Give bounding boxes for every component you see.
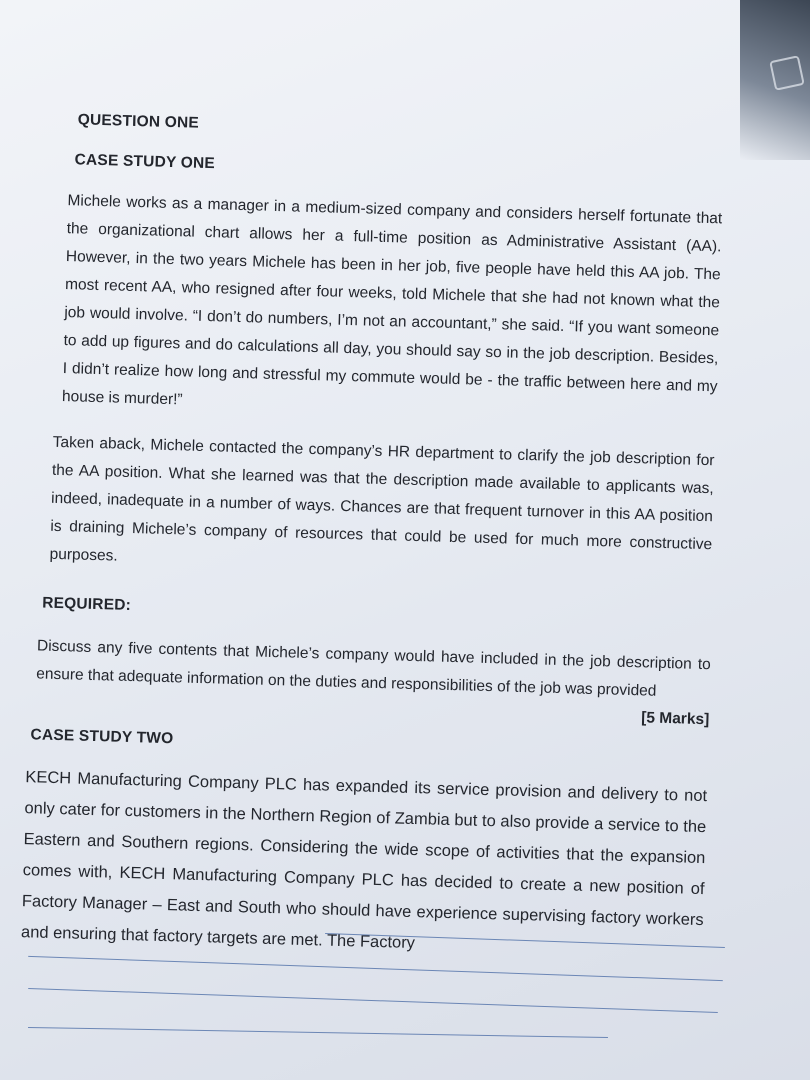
required-question-text: Discuss any five contents that Michele’s company would have included in the job description to ensure that adequate information on the duties and responsibilities of the job was provided	[36, 637, 712, 700]
pen-underline	[28, 1027, 608, 1038]
exam-page	[7, 110, 730, 967]
marks-label: [5 Marks]	[640, 709, 710, 729]
case-study-two-paragraph-1: KECH Manufacturing Company PLC has expanded its service provision and delivery to not only cater for customers in the Northern Region of Zambia but to also provide a service to the Eastern and Southern regions. Considering the wide scope of activities that the expansion comes with, KECH Manufacturing Company PLC has decided to create a new position of Factory Manager – East and South who should have experience supervising factory workers and ensuring that factory targets are met. The Factory	[20, 768, 708, 953]
pen-underline	[28, 988, 718, 1013]
question-title: QUESTION ONE	[77, 111, 200, 132]
case-study-one-paragraph-2: Taken aback, Michele contacted the company’s HR department to clarify the job description for the AA position. What she learned was that the description made available to applicants was, indeed, inadequate in a number of ways. Chances are that frequent turnover in this AA position is draining Michele’s company of resources that could be used for much more constructive purposes.	[49, 433, 715, 565]
case-study-one-title: CASE STUDY ONE	[74, 151, 216, 173]
corner-mark	[769, 55, 805, 91]
required-label: REQUIRED:	[42, 594, 132, 615]
case-study-one-paragraph-1: Michele works as a manager in a medium-sized company and considers herself fortunate that the organizational chart allows her a full-time position as Administrative Assistant (AA). However, in the two years Michele has been in her job, five people have held this AA job. The most recent AA, who resigned after four weeks, told Michele that she had not known what the job would involve. “I don’t do numbers, I’m not an accountant,” she said. “If you want someone to add up figures and do calculations all day, you should say so in the job description. Besides, I didn’t realize how long and stressful my commute would be - the traffic between here and my house is murder!”	[61, 192, 723, 409]
case-study-two-title: CASE STUDY TWO	[30, 726, 174, 748]
